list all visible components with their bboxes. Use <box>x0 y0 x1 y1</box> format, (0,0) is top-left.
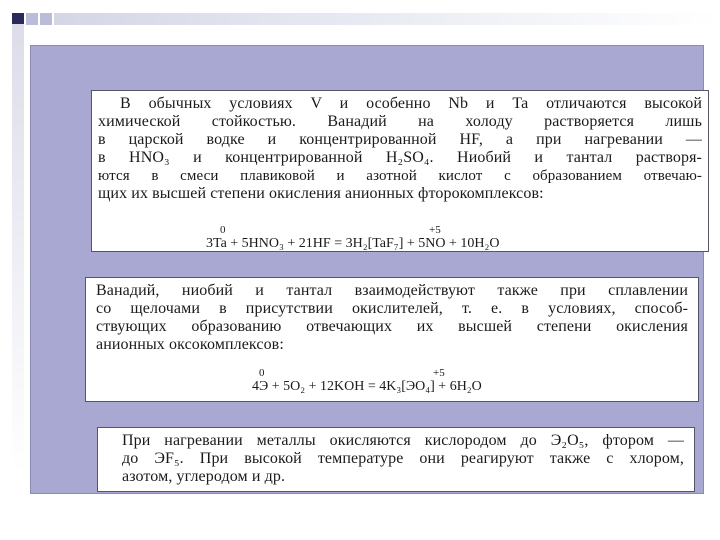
slide-bullet-light-square <box>40 13 52 25</box>
paragraph-alkali-fusion <box>96 282 688 354</box>
text-line: в царской водке и концентрированной HF, а при нагревании — <box>98 131 702 148</box>
paragraph-oxidation <box>122 432 684 486</box>
slide-bullet-light-square <box>26 13 38 25</box>
oxidation-state-left: 0 <box>220 224 226 236</box>
text-box-dissolution <box>91 90 709 252</box>
oxidation-state-right: +5 <box>433 367 445 379</box>
text-line: Ванадий, ниобий и тантал взаимодействуют также при сплавлении <box>96 282 688 299</box>
chemical-equation-alkali: 4Э + 5O₂ + 12KOH = 4K₃[ЭO₄] + 6H₂O <box>252 379 482 394</box>
text-line: в HNO₃ и концентрированной H₂SO₄. Ниобий и тантал растворя- <box>98 149 702 166</box>
oxidation-state-right: +5 <box>429 224 441 236</box>
text-line: ются в смеси плавиковой и азотной кислот с образованием отвечаю- <box>98 168 702 184</box>
text-box-oxidation <box>97 427 695 492</box>
text-line: азотом, углеродом и др. <box>122 468 286 485</box>
paragraph-dissolution <box>98 95 702 203</box>
slide-top-bar <box>54 13 720 25</box>
text-line: анионных оксокомплексов: <box>96 336 284 353</box>
text-line: до ЭF₅. При высокой температуре они реагируют также с хлором, <box>122 450 684 467</box>
text-line: При нагревании металлы окисляются кислородом до Э₂O₅, фтором — <box>122 432 684 449</box>
text-line: ствующих образованию отвечающих их высшей степени окисления <box>96 318 688 335</box>
text-line: химической стойкостью. Ванадий на холоду растворяется лишь <box>98 113 702 130</box>
text-line: со щелочами в присутствии окислителей, т. е. в условиях, способ- <box>96 300 688 317</box>
chemical-equation-tantalum: 3Ta + 5HNO₃ + 21HF = 3H₂[TaF₇] + 5NO + 10H₂O <box>206 236 500 251</box>
text-box-alkali-fusion <box>85 277 699 402</box>
slide-left-bar <box>12 24 24 524</box>
content-panel <box>30 45 704 494</box>
oxidation-state-left: 0 <box>259 367 265 379</box>
text-line: щих их высшей степени окисления анионных фторокомплексов: <box>98 185 544 202</box>
text-line: В обычных условиях V и особенно Nb и Ta отличаются высокой <box>120 95 702 112</box>
